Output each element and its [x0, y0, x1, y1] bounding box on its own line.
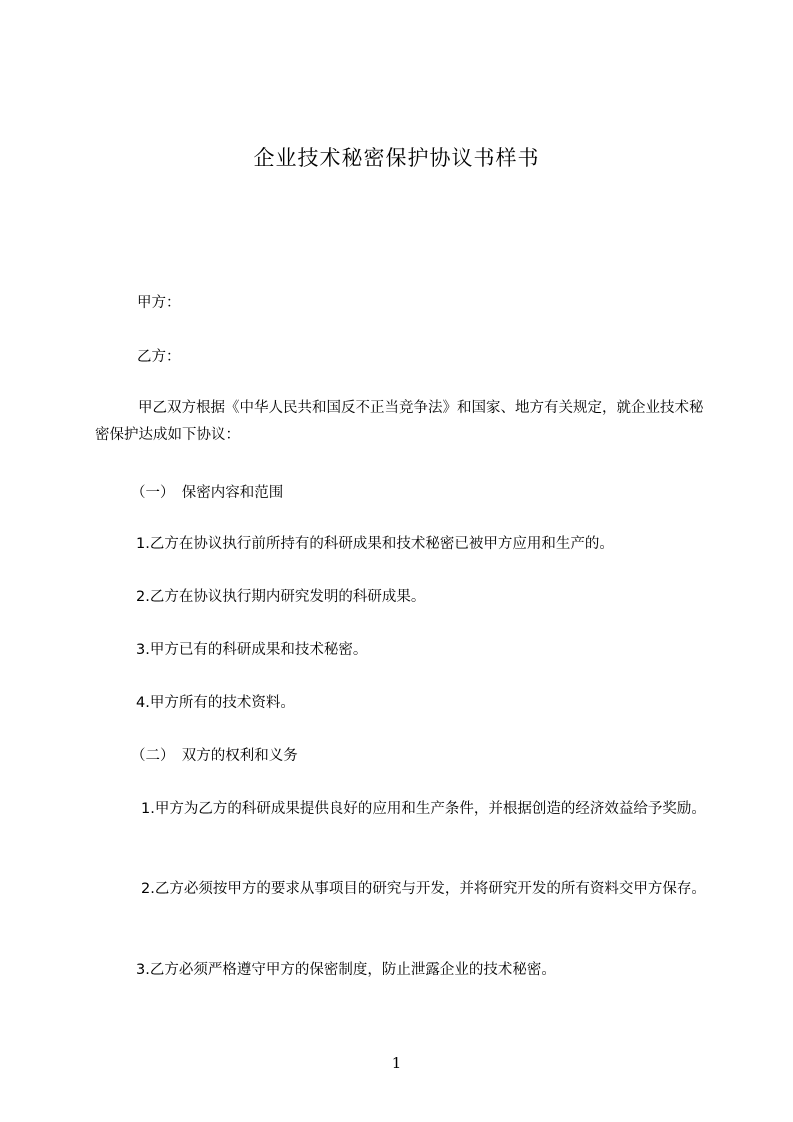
- section2-heading: （二） 双方的权利和义务: [131, 748, 298, 764]
- page-number: 1: [391, 1054, 402, 1072]
- intro-text: 甲乙双方根据《中华人民共和国反不正当竞争法》和国家、地方有关规定，就企业技术秘密保护达成如下协议：: [95, 400, 704, 443]
- section2-item-2: [95, 876, 715, 903]
- section2-item-2-text: 2.乙方必须按甲方的要求从事项目的研究与开发，并将研究开发的所有资料交甲方保存。: [141, 881, 706, 897]
- section1-item-2: 2.乙方在协议执行期内研究发明的科研成果。: [136, 589, 426, 605]
- section1-item-1: 1.乙方在协议执行前所持有的科研成果和技术秘密已被甲方应用和生产的。: [136, 536, 614, 552]
- section1-item-3: 3.甲方已有的科研成果和技术秘密。: [136, 642, 368, 658]
- section1-heading: （一） 保密内容和范围: [131, 485, 284, 501]
- intro-paragraph: [95, 395, 715, 449]
- section2-item-3: 3.乙方必须严格遵守甲方的保密制度，防止泄露企业的技术秘密。: [136, 962, 556, 978]
- section1-item-4: 4.甲方所有的技术资料。: [136, 695, 295, 711]
- section2-item-1-text: 1.甲方为乙方的科研成果提供良好的应用和生产条件，并根据创造的经济效益给予奖励。: [141, 801, 706, 817]
- party-a-label: 甲方：: [137, 295, 181, 311]
- section2-item-1: [95, 796, 715, 823]
- document-title: 企业技术秘密保护协议书样书: [253, 146, 540, 170]
- party-b-label: 乙方：: [137, 349, 181, 365]
